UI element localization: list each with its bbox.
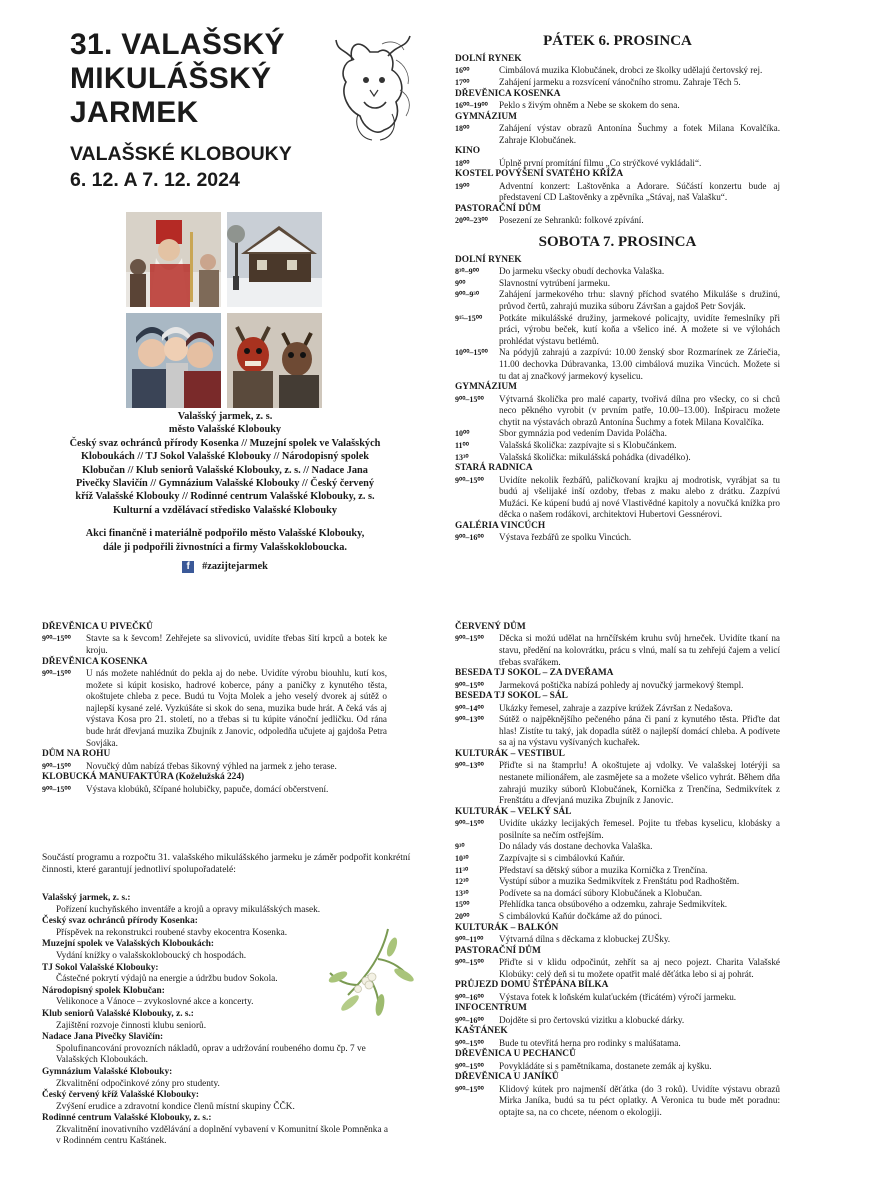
- event-description: Výtvarná školička pro malé caparty, tvořivá dílna pro všecky, co si chců neco pěkného vyrobit (v prvním patře, 10.00–13.00). Inšpiracu možete chytit na výstavách obrazů Antonína Šuchmy a fotek Milana Kovalčíka.: [499, 393, 780, 427]
- devil-head-logo-icon: [330, 30, 420, 142]
- venue-heading: GYMNÁZIUM: [455, 111, 517, 122]
- event-time: 13³⁰: [455, 452, 469, 462]
- event-description: Do jarmeku všecky obudí dechovka Valaška.: [499, 266, 665, 277]
- event-time: 10³⁰: [455, 853, 469, 863]
- venue-heading: KOSTEL POVÝŠENÍ SVATÉHO KŘÍŽA: [455, 169, 624, 180]
- friday-items: [455, 54, 780, 227]
- event-time: 19⁰⁰: [455, 181, 470, 191]
- program-event: [455, 278, 780, 290]
- event-time: 9⁰⁰–15⁰⁰: [42, 761, 71, 771]
- program-event: [455, 181, 780, 204]
- event-time: 11⁰⁰: [455, 440, 469, 450]
- venue-heading: DOLNÍ RYNEK: [455, 54, 522, 64]
- event-description: Výstava řezbářů ze spolku Vincúch.: [499, 532, 632, 543]
- venue-heading: GYMNÁZIUM: [455, 382, 517, 393]
- program-event: [42, 668, 387, 749]
- event-time: 10⁰⁰: [455, 429, 470, 439]
- event-description: Sútěž o najpěknějšího pečeného pána či paní z kynutého těsta. Přiďte dat hlas! Zistíte tu taký, jak dopadla sútěž o najlepší domácí chleba. A podívete sa aj na výstavu vyšívaných kuchařek.: [499, 714, 780, 748]
- event-description: Výstava klobúků, ščípané holubičky, papuče, domácí občerstvení.: [86, 783, 329, 794]
- funding-purpose: Částečné pokrytí výdajů na energie a údržbu budov Sokola.: [56, 974, 278, 985]
- funding-organization: Gymnázium Valašské Klobouky:: [42, 1066, 173, 1077]
- funding-organization: Nadace Jana Pivečky Slavičín:: [42, 1032, 164, 1043]
- event-time: 9⁰⁰–15⁰⁰: [455, 1061, 484, 1071]
- event-description: Zahájení jarmeku a rozsvícení vánočního stromu. Zahraje Těch 5.: [499, 77, 741, 87]
- event-time: 9⁰⁰–16⁰⁰: [455, 1015, 484, 1025]
- program-event: [455, 65, 780, 77]
- event-description: Přiďte si na štamprlu! A okoštujete aj vdolky. Ve valašskej lotérýji sa nestanete milionářem, ale zasmějete sa a možete všelico vyhrát. Během dňa zahrajú muziky súborů Klobučánek, Kornička z Trenčína, Sedmikvítek z Frenštátu a dřevjaná muzika Zbujník z Janovic.: [499, 760, 780, 806]
- event-time: 9⁰⁰–15⁰⁰: [42, 669, 71, 678]
- event-description: Uvidíte ukázky lecijakých řemesel. Pojite tu třebas kyselicu, klobásky a posilníte sa nečím ostřejším.: [499, 818, 780, 840]
- event-time: 9⁰⁰–16⁰⁰: [455, 533, 484, 543]
- photo-smiling-women: [126, 313, 221, 408]
- saturday-right-items: [455, 622, 780, 1118]
- organizer-line: město Valašské Klobouky: [168, 424, 282, 436]
- funding-purpose: Vydání knížky o valašskokloboucký ch hospodách.: [56, 950, 247, 961]
- program-event: [455, 911, 780, 923]
- venue-heading: DŘEVĚNICA KOSENKA: [42, 656, 148, 667]
- venue-heading: DŘEVĚNICA U JANÍKŮ: [455, 1072, 559, 1083]
- funding-organization: Rodinné centrum Valašské Klobouky, z. s.:: [42, 1113, 212, 1124]
- saturday-left-items: [42, 622, 387, 795]
- photo-collage: [126, 212, 322, 408]
- event-description: Výstava fotek k loňském kulaťuckém (třicátém) výročí jarmeku.: [499, 991, 737, 1002]
- event-time: 20⁰⁰–23⁰⁰: [455, 216, 488, 226]
- event-time: 18⁰⁰: [455, 158, 470, 168]
- event-time: 8³⁰–9⁰⁰: [455, 267, 480, 277]
- funding-purpose: Velikonoce a Vánoce – zvykoslovné akce a koncerty.: [56, 997, 254, 1008]
- funding-organization: Český červený kříž Valašské Klobouky:: [42, 1090, 200, 1101]
- funding-purpose: Příspěvek na rekonstrukci roubené stavby ekocentra Kosenka.: [56, 927, 288, 938]
- program-event: [455, 853, 780, 865]
- program-event: [455, 158, 780, 170]
- photo-wooden-house: [227, 212, 322, 307]
- program-event: [455, 876, 780, 888]
- saturday-program-left: [42, 622, 387, 795]
- event-description: Přiďte si v klidu odpočinút, zehřít sa aj neco pojezt. Charita Valašské Klobúky: celý deň si tu možete opatřit malé děťátka lebo si aj pohrát.: [499, 956, 780, 979]
- event-description: Valašská školička: zazpívajte si s Klobučánkem.: [499, 439, 677, 450]
- event-time: 10⁰⁰–15⁰⁰: [455, 348, 488, 358]
- venue-heading: ČERVENÝ DŮM: [455, 622, 526, 632]
- event-description: Úplně první promítání filmu „Co strýčkové vykládali“.: [499, 157, 702, 168]
- event-description: Novučký dům nabízá třebas šikovný výhled na jarmek z jeho terase.: [86, 760, 337, 771]
- event-time: 9⁰⁰–16⁰⁰: [455, 992, 484, 1002]
- event-time: 9⁰⁰–15⁰⁰: [455, 394, 484, 404]
- event-time: 9⁰⁰: [455, 278, 466, 288]
- venue-heading: DŘEVĚNICA U PIVEČKŮ: [42, 622, 153, 632]
- program-event: [455, 394, 780, 429]
- event-time: 9⁰⁰–15⁰⁰: [42, 784, 71, 794]
- venue-heading: DŘEVĚNICA U PECHANCŮ: [455, 1049, 576, 1060]
- event-description: Uvidíte nekolik řezbářů, paličkovaní krajku aj modrotisk, vyrábjat sa tu budú aj všelijaké inší ozdoby, třebas z maku alebo z drátku. Zazpívú Mužáci. Ke kúpení budú aj nové Vlastivědné kapitoly a novučká knížka pro děcka o našem rodákovi, architektovi Hubertovi Gessnérovi.: [499, 474, 780, 520]
- venue-heading: KULTURÁK – VESTIBUL: [455, 748, 565, 759]
- event-time: 9⁰⁰–13⁰⁰: [455, 715, 484, 725]
- funding-purpose: Spolufinancování provozních nákladů, oprav a udržování roubeného domu čp. 7 ve Valašských Kloboukách.: [56, 1043, 366, 1066]
- venue-heading: STARÁ RADNICA: [455, 463, 533, 474]
- funding-organization: Valašský jarmek, z. s.:: [42, 893, 131, 903]
- event-description: Přehlídka tanca obsúbového a odzemku, zahraje Sedmikvítek.: [499, 899, 728, 910]
- program-event: [455, 313, 780, 348]
- organizer-line: kříž Valašské Klobouky // Rodinné centrum Valašské Klobouky, z. s.: [75, 491, 375, 503]
- event-time: 15⁰⁰: [455, 900, 470, 910]
- event-time: 12³⁰: [455, 877, 469, 887]
- program-event: [42, 761, 387, 773]
- organizer-line: Klobučan // Klub seniorů Valašské Klobouky, z. s. // Nadace Jana: [82, 464, 368, 476]
- event-description: Podívete sa na domácí súbory Klobučánek a Klobučan.: [499, 887, 703, 898]
- event-description: Jarmeková poštička nabízá pohledy aj novučký jarmekový štempl.: [499, 679, 744, 690]
- funding-purpose: Zvýšení erudice a zdravotní kondice členů místní skupiny ČČK.: [56, 1101, 295, 1112]
- saturday-heading: SOBOTA 7. PROSINCA: [538, 233, 697, 250]
- event-description: Cimbálová muzika Klobučánek, drobci ze školky udělajú čertovský rej.: [499, 65, 763, 76]
- town-name: VALAŠSKÉ KLOBOUKY: [70, 143, 292, 165]
- organizer-line: Valašský jarmek, z. s.: [177, 411, 273, 422]
- event-time: 9⁰⁰–11⁰⁰: [455, 934, 484, 944]
- program-event: [455, 77, 780, 89]
- event-description: Slavnostní vytrúbení jarmeku.: [499, 277, 610, 288]
- venue-heading: PASTORAČNÍ DŮM: [455, 203, 541, 214]
- event-description: S cimbálovkú Kaňúr dočkáme až do púnoci.: [499, 910, 663, 921]
- event-description: Výtvarná dílna s děckama z klobuckej ZUŠky.: [499, 933, 671, 944]
- funding-purpose: Pořízení kuchyňského inventáře a krojů a opravy mikulášských masek.: [56, 904, 321, 915]
- event-time: 17⁰⁰: [455, 78, 470, 87]
- program-event: [455, 289, 780, 312]
- event-time: 9⁰⁰–15⁰⁰: [455, 819, 484, 829]
- event-time: 20⁰⁰: [455, 911, 470, 921]
- saturday-items: [455, 255, 780, 544]
- venue-heading: DŘEVĚNICA KOSENKA: [455, 88, 561, 99]
- event-time: 9¹⁵–15⁰⁰: [455, 313, 483, 323]
- title-line-2: MIKULÁŠSKÝ: [70, 62, 272, 95]
- venue-heading: KLOBUCKÁ MANUFAKTÚRA (Koželužská 224): [42, 772, 245, 783]
- program-event: [455, 865, 780, 877]
- venue-heading: INFOCENTRUM: [455, 1003, 527, 1014]
- event-time: 13³⁰: [455, 888, 469, 898]
- event-time: 16⁰⁰–19⁰⁰: [455, 101, 488, 110]
- funding-purpose: Zkvalitnění inovativního vzdělávání a doplnění vybavení v Komunitní škole Pomněnka a v Rodinném centru Kaštánek.: [56, 1124, 389, 1147]
- venue-heading: BESEDA TJ SOKOL – ZA DVEŘAMA: [455, 668, 614, 679]
- program-event: [455, 475, 780, 521]
- funding-organization: Národopisný spolek Klobučan:: [42, 985, 165, 996]
- program-event: [455, 347, 780, 382]
- facebook-icon[interactable]: f: [182, 561, 194, 573]
- event-description: Peklo s živým ohněm a Nebe se skokem do sena.: [499, 100, 680, 110]
- poster-title-block: [70, 28, 330, 192]
- program-event: [455, 1061, 780, 1073]
- event-time: 9⁰⁰–15⁰⁰: [455, 1038, 484, 1048]
- program-event: [455, 428, 780, 440]
- support-line: dále ji podpořili živnostníci a firmy Valašskokloboucka.: [102, 541, 348, 553]
- program-event: [455, 452, 780, 464]
- venue-heading: KAŠTÁNEK: [455, 1026, 508, 1037]
- event-description: Zahájení jarmekového trhu: slavný příchod svatého Mikuláše s družinú, průvod čertů, zahrajú muzika súboru Závršan a gajdoš Petr Sovják.: [499, 289, 780, 311]
- organizer-line: Kulturní a vzdělávací středisko Valašské Klobouky: [113, 504, 337, 516]
- event-time: 9⁰⁰–9³⁰: [455, 290, 480, 300]
- event-time: 9⁰⁰–15⁰⁰: [455, 634, 484, 644]
- program-event: [455, 215, 780, 227]
- program-event: [455, 532, 780, 544]
- program-event: [455, 934, 780, 946]
- title-line-3: JARMEK: [70, 96, 199, 129]
- venue-heading: PRŮJEZD DOMU ŠTĚPÁNA BÍLKA: [455, 980, 609, 991]
- program-event: [455, 888, 780, 900]
- event-description: U nás možete nahlédnút do pekla aj do nebe. Uvidíte výrobu biouhlu, kutí kos, možete si kúpit kosisko, hadrové koberce, pány a paničky z kynutého těsta, okoštujete chleba z pece. Budú tu Vojta Molek a jeho veselý dvorek aj sútěž o najlepší kysané zelé. Vyzkúšáte si skok do sena, muzika bude hrát. A čeká vás aj výstava Kosa pro 21. století, no a třebas si tu kúpite vánoční jedličku. Od rána bude hrát dřevjaná muzika Zbujník z Janovic, odpoledňa učujete aj gajdoša Petra Sovjáka.: [86, 668, 387, 748]
- funding-intro: Součástí programu a rozpočtu 31. valašského mikulášského jarmeku je záměr podpořit konkrétní činnosti, které garantují jednotliví spolupořadatelé:: [42, 853, 411, 875]
- program-event: [455, 899, 780, 911]
- venue-heading: BESEDA TJ SOKOL – SÁL: [455, 691, 568, 702]
- friday-program: [455, 30, 780, 544]
- organizer-line: Český svaz ochránců přírody Kosenka // Muzejní spolek ve Valašských: [69, 437, 381, 449]
- event-description: Zazpívajte si s cimbálovkú Kaňúr.: [499, 852, 625, 863]
- event-time: 9⁰⁰–15⁰⁰: [455, 680, 484, 690]
- organizer-line: Kloboukách // TJ Sokol Valašské Klobouky // Národopisný spolek: [80, 451, 370, 463]
- program-event: [455, 680, 780, 692]
- funding-purpose: Zkvalitnění odpočinkové zóny pro studenty.: [56, 1078, 220, 1089]
- program-event: [455, 1038, 780, 1050]
- event-description: Ukázky řemesel, zahraje a zazpíve krúžek Závršan z Nedašova.: [499, 702, 733, 713]
- program-event: [455, 841, 780, 853]
- program-event: [455, 440, 780, 452]
- program-event: [455, 633, 780, 668]
- program-event: [455, 992, 780, 1004]
- program-event: [455, 1015, 780, 1027]
- support-line: Akci finančně i materiálně podpořilo město Valašské Klobouky,: [85, 528, 365, 540]
- venue-heading: KINO: [455, 146, 481, 157]
- event-dates: 6. 12. A 7. 12. 2024: [70, 169, 240, 191]
- event-description: Do nálady vás dostane dechovka Valaška.: [499, 841, 653, 852]
- program-event: [455, 760, 780, 806]
- event-description: Posezení ze Sehranků: folkové zpívání.: [499, 215, 644, 226]
- photo-devil-masks: [227, 313, 322, 408]
- funding-organization: Muzejní spolek ve Valašských Kloboukách:: [42, 939, 215, 950]
- event-time: 9⁰⁰–15⁰⁰: [455, 475, 484, 485]
- event-description: Představí sa dětský súbor a muzika Kornička z Trenčína.: [499, 864, 708, 875]
- event-description: Dojděte si pro čertovskú vizitku a klobucké dárky.: [499, 1014, 685, 1025]
- mistletoe-icon: [318, 925, 428, 1025]
- program-event: [455, 714, 780, 749]
- event-time: 9⁰⁰–15⁰⁰: [455, 1084, 484, 1094]
- event-time: 16⁰⁰: [455, 66, 470, 76]
- event-description: Sbor gymnázia pod vedením Davida Poláčha.: [499, 428, 667, 439]
- venue-heading: PASTORAČNÍ DŮM: [455, 945, 541, 956]
- event-description: Vystúpí súbor a muzika Sedmikvítek z Frenštátu pod Radhoštěm.: [499, 876, 740, 887]
- event-description: Děcka si možú udělat na hrnčířském kruhu svůj hrneček. Uvidíte tkaní na stavu, předění na kolovrátku, prácu s vlnú, malí sa tu zehřejú čajem a velicí třebas svařákem.: [499, 633, 780, 667]
- program-event: [42, 633, 387, 656]
- event-time: 9⁰⁰–15⁰⁰: [455, 957, 484, 967]
- event-description: Bude tu otevřitá herna pro rodinky s malúšatama.: [499, 1037, 681, 1048]
- funding-organization: Český svaz ochránců přírody Kosenka:: [42, 916, 198, 927]
- title-line-1: 31. VALAŠSKÝ: [70, 28, 285, 61]
- venue-heading: DŮM NA ROHU: [42, 749, 111, 760]
- event-description: Potkáte mikulášské družiny, jarmekové policajty, uvidíte řemeslníky při práci, výrobu beček, kutí koňa a všelico iné. A možete si ve výlohách prohlédat výstavu betlémů.: [499, 312, 780, 346]
- funding-organization: Klub seniorů Valašské Klobouky, z. s.:: [42, 1008, 194, 1019]
- photo-saint-nicholas: [126, 212, 221, 307]
- program-event: [455, 123, 780, 146]
- funding-purpose: Zajištění rozvoje činnosti klubu seniorů.: [56, 1020, 207, 1031]
- venue-heading: KULTURÁK – BALKÓN: [455, 922, 559, 933]
- event-time: 18⁰⁰: [455, 124, 470, 133]
- event-time: 11³⁰: [455, 865, 469, 875]
- program-event: [455, 703, 780, 715]
- venue-heading: GALÉRIA VINCÚCH: [455, 520, 546, 531]
- support-note: [60, 527, 390, 554]
- event-description: Povykládáte si s pamětníkama, dostanete zemák aj kyšku.: [499, 1060, 712, 1071]
- venue-heading: KULTURÁK – VELKÝ SÁL: [455, 806, 572, 817]
- saturday-program-right: [455, 622, 780, 1118]
- event-description: Klidový kútek pro najmenší děťátka (do 3 roků). Uvidíte výstavu obrazů Mirka Janíka, budú sa tu péct oplatky. A Veronica tu bude mět poradnu: optajte sa, na co chcete, néenom o ekologiji.: [499, 1083, 780, 1117]
- event-description: Adventní konzert: Laštověnka a Adorare. Súčástí konzertu bude aj představení CD Laštověnky a zpěvníka „Stávaj, naš Valašku“.: [499, 180, 780, 203]
- event-description: Zahájení výstav obrazů Antonína Šuchmy a fotek Milana Kovalčíka. Zahraje Klobučánek.: [499, 123, 780, 145]
- program-event: [455, 100, 780, 112]
- funding-organization: TJ Sokol Valašské Klobouky:: [42, 962, 159, 973]
- program-event: [42, 784, 387, 796]
- venue-heading: DOLNÍ RYNEK: [455, 254, 522, 265]
- event-time: 9³⁰: [455, 842, 465, 852]
- program-event: [455, 818, 780, 841]
- event-description: Stavte sa k ševcom! Zehřejete sa slivovicú, uvidíte třebas šití krpců a botek ke kroju.: [86, 633, 387, 655]
- program-event: [455, 957, 780, 980]
- hashtag-text[interactable]: #zazijtejarmek: [202, 561, 268, 573]
- organizer-line: Pivečky Slavičín // Gymnázium Valašské Klobouky // Český červený: [75, 478, 375, 490]
- event-description: Valašská školička: mikulášská pohádka (divadélko).: [499, 451, 691, 462]
- program-event: [455, 266, 780, 278]
- hashtag-row: [60, 560, 390, 573]
- event-time: 9⁰⁰–14⁰⁰: [455, 703, 484, 713]
- program-event: [455, 1084, 780, 1119]
- friday-heading: PÁTEK 6. PROSINCA: [543, 33, 692, 49]
- event-description: Na pódyjů zahrajú a zazpívú: 10.00 ženský sbor Rozmarínek ze Záriečia, 11.00 dechovka Dúbravanka, 13.00 cimbálová muzika Vincúch. Možete si tu dat aj značkový jarmekový kyselicu.: [499, 347, 780, 381]
- event-time: 9⁰⁰–13⁰⁰: [455, 761, 484, 771]
- event-time: 9⁰⁰–15⁰⁰: [42, 634, 71, 644]
- organizers-block: [60, 410, 390, 573]
